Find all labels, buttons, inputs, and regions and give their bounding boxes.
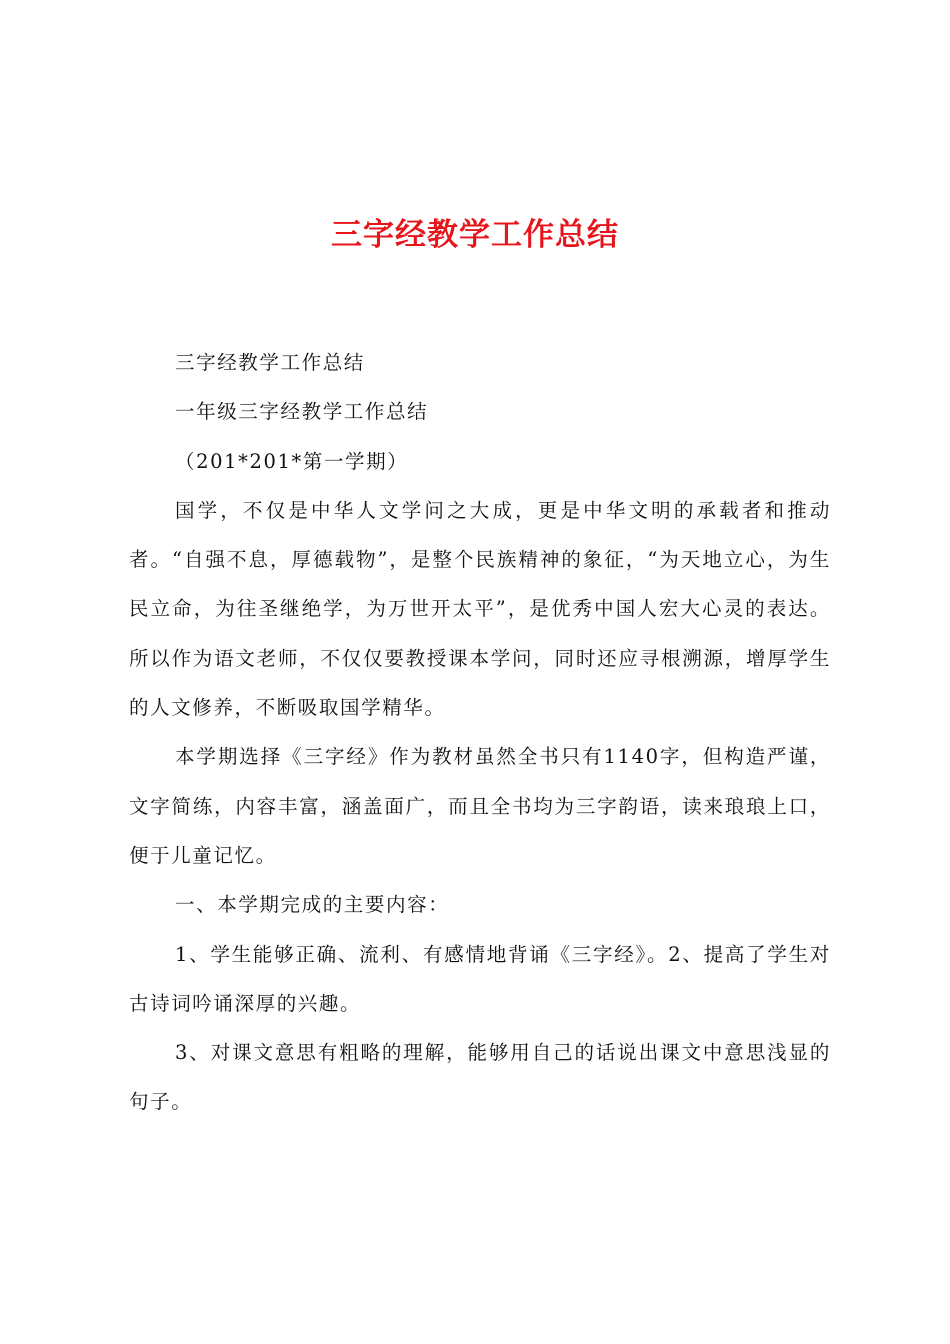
paragraph-subheading: 一年级三字经教学工作总结 bbox=[175, 400, 429, 424]
document-body bbox=[129, 338, 831, 1127]
paragraph-intro: 国学，不仅是中华人文学问之大成，更是中华文明的承载者和推动者。“自强不息，厚德载物”，是整个民族精神的象征，“为天地立心，为生民立命，为往圣继绝学，为万世开太平”，是优秀中国人宏大心灵的表达。所以作为语文老师，不仅仅要教授课本学问，同时还应寻根溯源，增厚学生的人文修养，不断吸取国学精华。 bbox=[129, 498, 831, 720]
paragraph-term: （201*201*第一学期） bbox=[175, 449, 409, 473]
paragraph-item-3: 3、对课文意思有粗略的理解，能够用自己的话说出课文中意思浅显的句子。 bbox=[129, 1041, 831, 1114]
paragraph-textbook: 本学期选择《三字经》作为教材虽然全书只有1140字，但构造严谨，文字简练，内容丰富，涵盖面广，而且全书均为三字韵语，读来琅琅上口，便于儿童记忆。 bbox=[129, 745, 831, 867]
paragraph-item-1-2: 1、学生能够正确、流利、有感情地背诵《三字经》。2、提高了学生对古诗词吟诵深厚的兴趣。 bbox=[129, 942, 831, 1015]
paragraph-section-heading: 一、本学期完成的主要内容： bbox=[175, 893, 450, 917]
paragraph-heading: 三字经教学工作总结 bbox=[175, 351, 365, 374]
document-title: 三字经教学工作总结 bbox=[331, 217, 619, 253]
